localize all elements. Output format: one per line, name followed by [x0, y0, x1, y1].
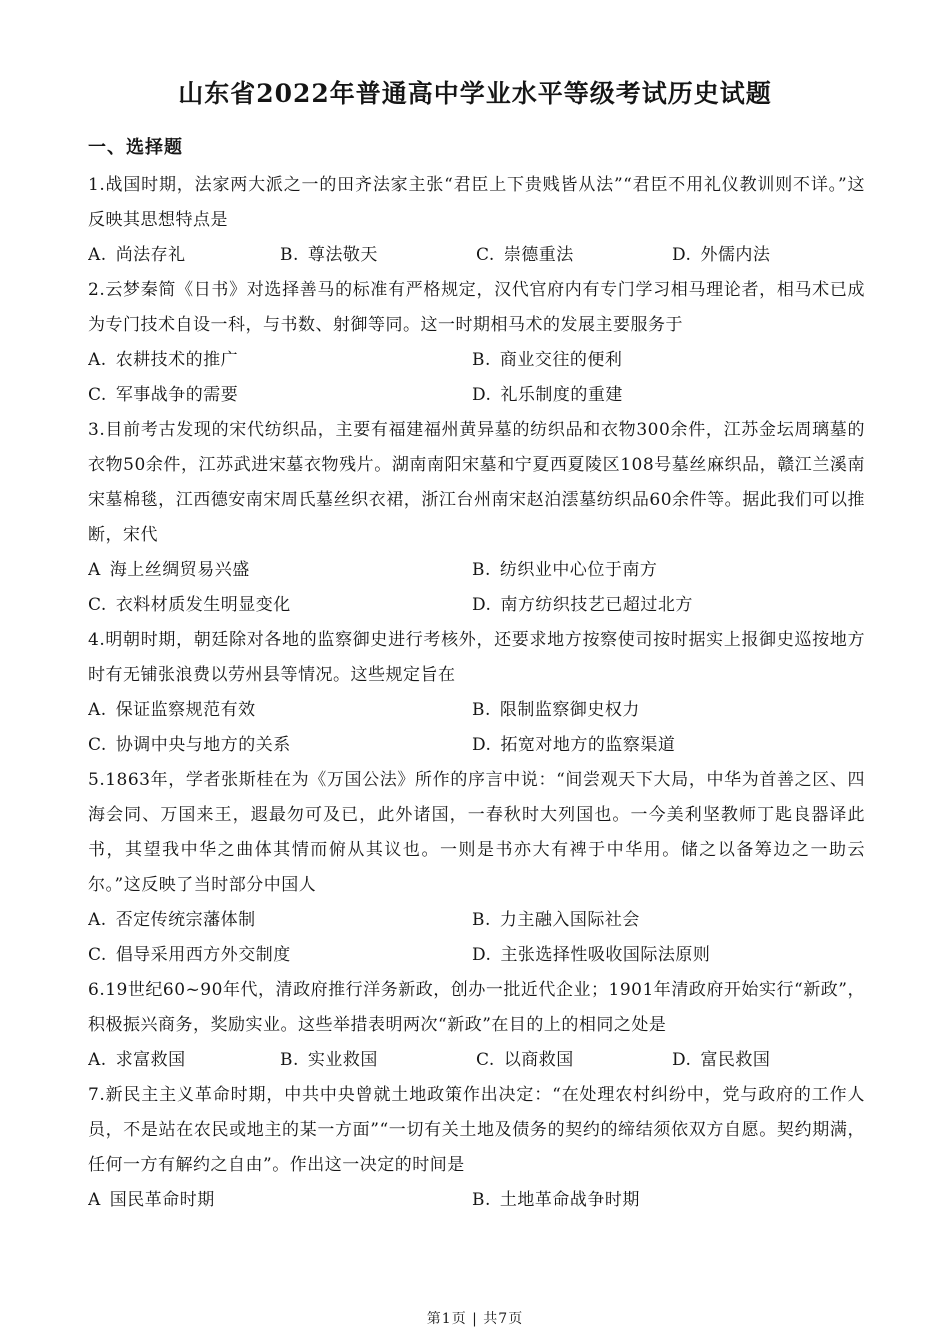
- option-label: D.: [472, 735, 492, 755]
- question-stem: 4.明朝时期，朝廷除对各地的监察御史进行考核外，还要求地方按察使司按时据实上报御史巡按地方时有无铺张浪费以劳州县等情况。这些规定旨在: [88, 630, 865, 685]
- option-label: C.: [476, 1050, 495, 1070]
- option-label: C.: [88, 595, 107, 615]
- option-text: 限制监察御史权力: [499, 700, 640, 720]
- option-d: [472, 728, 865, 763]
- option-text: 力主融入国际社会: [499, 910, 640, 930]
- option-d: [672, 1043, 865, 1078]
- option-label: A.: [88, 910, 107, 930]
- option-label: A.: [88, 350, 107, 370]
- option-a: [88, 693, 472, 728]
- options-row: [88, 1183, 865, 1218]
- question-block: [88, 273, 865, 413]
- option-text: 南方纺织技艺已超过北方: [500, 595, 693, 615]
- option-label: D.: [672, 1050, 692, 1070]
- question-stem: 5.1863年，学者张斯桂在为《万国公法》所作的序言中说：“间尝观天下大局，中华为首善之区、四海会同、万国来王，遐最勿可及已，此外诸国，一春秋时大列国也。一今美利坚教师丁匙良器译此书，其望我中华之曲体其情而俯从其议也。一则是书亦大有裨于中华用。储之以备筹边之一助云尔。”这反映了当时部分中国人: [88, 770, 865, 895]
- option-b: [472, 693, 865, 728]
- options-row: [88, 693, 865, 728]
- option-label: D.: [472, 595, 492, 615]
- question-stem: 7.新民主主义革命时期，中共中央曾就土地政策作出决定：“在处理农村纠纷中，党与政府的工作人员，不是站在农民或地主的某一方面”“一切有关土地及债务的契约的缔结须依双方自愿。契约期满，任何一方有解约之自由”。作出这一决定的时间是: [88, 1085, 865, 1175]
- option-a: [88, 343, 472, 378]
- option-label: C.: [88, 735, 107, 755]
- option-text: 保证监察规范有效: [115, 700, 256, 720]
- option-text: 以商救国: [503, 1050, 574, 1070]
- option-text: 协调中央与地方的关系: [115, 735, 291, 755]
- option-c: [88, 728, 472, 763]
- option-label: A: [88, 1190, 101, 1210]
- option-text: 衣料材质发生明显变化: [115, 595, 291, 615]
- option-label: B.: [472, 910, 491, 930]
- question-block: [88, 413, 865, 623]
- option-label: C.: [476, 245, 495, 265]
- questions: [88, 168, 865, 1218]
- option-text: 崇德重法: [503, 245, 574, 265]
- option-label: C.: [88, 945, 107, 965]
- option-text: 尊法敬天: [307, 245, 378, 265]
- option-b: [280, 1043, 476, 1078]
- options-row: [88, 553, 865, 588]
- option-text: 拓宽对地方的监察渠道: [500, 735, 676, 755]
- option-label: C.: [88, 385, 107, 405]
- option-d: [472, 378, 865, 413]
- question-stem: 2.云梦秦简《日书》对选择善马的标准有严格规定，汉代官府内有专门学习相马理论者，相马术已成为专门技术自设一科，与书数、射御等同。这一时期相马术的发展主要服务于: [88, 280, 865, 335]
- option-label: D.: [472, 945, 492, 965]
- option-c: [88, 938, 472, 973]
- option-c: [476, 238, 672, 273]
- options-row: [88, 588, 865, 623]
- option-text: 土地革命战争时期: [499, 1190, 640, 1210]
- question-block: [88, 763, 865, 973]
- question-block: [88, 1078, 865, 1218]
- question-block: [88, 973, 865, 1078]
- option-b: [472, 553, 865, 588]
- option-a: [88, 1043, 280, 1078]
- option-label: D.: [672, 245, 692, 265]
- option-a: [88, 553, 472, 588]
- option-b: [472, 343, 865, 378]
- option-text: 军事战争的需要: [115, 385, 239, 405]
- option-c: [88, 378, 472, 413]
- page-number-footer: 第1页 | 共7页: [426, 1311, 524, 1327]
- option-text: 实业救国: [307, 1050, 378, 1070]
- option-text: 礼乐制度的重建: [500, 385, 623, 405]
- options-row: [88, 938, 865, 973]
- question-stem: 3.目前考古发现的宋代纺织品，主要有福建福州黄异墓的纺织品和衣物300余件，江苏金坛周璃墓的衣物50余件，江苏武进宋墓衣物残片。湖南南阳宋墓和宁夏西夏陵区108号墓丝麻织品，赣江兰溪南宋墓棉毯，江西德安南宋周氏墓丝织衣裙，浙江台州南宋赵泊澐墓纺织品60余件等。据此我们可以推断，宋代: [88, 420, 865, 545]
- option-d: [472, 938, 865, 973]
- option-a: [88, 1183, 472, 1218]
- question-block: [88, 623, 865, 763]
- option-a: [88, 238, 280, 273]
- option-text: 外儒内法: [700, 245, 771, 265]
- options-row: [88, 378, 865, 413]
- options-row: [88, 903, 865, 938]
- option-text: 国民革命时期: [109, 1190, 215, 1210]
- option-c: [88, 588, 472, 623]
- option-label: A.: [88, 700, 107, 720]
- option-label: D.: [472, 385, 492, 405]
- option-text: 海上丝绸贸易兴盛: [109, 560, 250, 580]
- option-b: [472, 903, 865, 938]
- option-d: [672, 238, 865, 273]
- option-text: 否定传统宗藩体制: [115, 910, 256, 930]
- options-row: [88, 1043, 865, 1078]
- question-stem: 6.19世纪60~90年代，清政府推行洋务新政，创办一批近代企业；1901年清政府开始实行“新政”，积极振兴商务，奖励实业。这些举措表明两次“新政”在目的上的相同之处是: [88, 980, 865, 1035]
- option-label: B.: [280, 1050, 299, 1070]
- option-label: A: [88, 560, 101, 580]
- page-title: 山东省2022年普通高中学业水平等级考试历史试题: [178, 79, 772, 108]
- option-text: 倡导采用西方外交制度: [115, 945, 291, 965]
- question-stem: 1.战国时期，法家两大派之一的田齐法家主张“君臣上下贵贱皆从法”“君臣不用礼仪教训则不详。”这反映其思想特点是: [88, 175, 865, 230]
- option-label: B.: [472, 350, 491, 370]
- options-row: [88, 728, 865, 763]
- option-text: 尚法存礼: [115, 245, 186, 265]
- option-d: [472, 588, 865, 623]
- options-row: [88, 343, 865, 378]
- option-label: A.: [88, 1050, 107, 1070]
- option-label: B.: [472, 560, 491, 580]
- option-text: 商业交往的便利: [499, 350, 623, 370]
- options-row: [88, 238, 865, 273]
- option-label: B.: [472, 700, 491, 720]
- option-text: 主张选择性吸收国际法原则: [500, 945, 711, 965]
- question-block: [88, 168, 865, 273]
- option-label: A.: [88, 245, 107, 265]
- option-label: B.: [472, 1190, 491, 1210]
- option-text: 富民救国: [700, 1050, 771, 1070]
- option-text: 求富救国: [115, 1050, 186, 1070]
- option-label: B.: [280, 245, 299, 265]
- option-a: [88, 903, 472, 938]
- section-header-multiple-choice: 一、选择题: [88, 137, 183, 158]
- option-b: [472, 1183, 865, 1218]
- option-text: 纺织业中心位于南方: [499, 560, 658, 580]
- option-c: [476, 1043, 672, 1078]
- option-b: [280, 238, 476, 273]
- option-text: 农耕技术的推广: [115, 350, 239, 370]
